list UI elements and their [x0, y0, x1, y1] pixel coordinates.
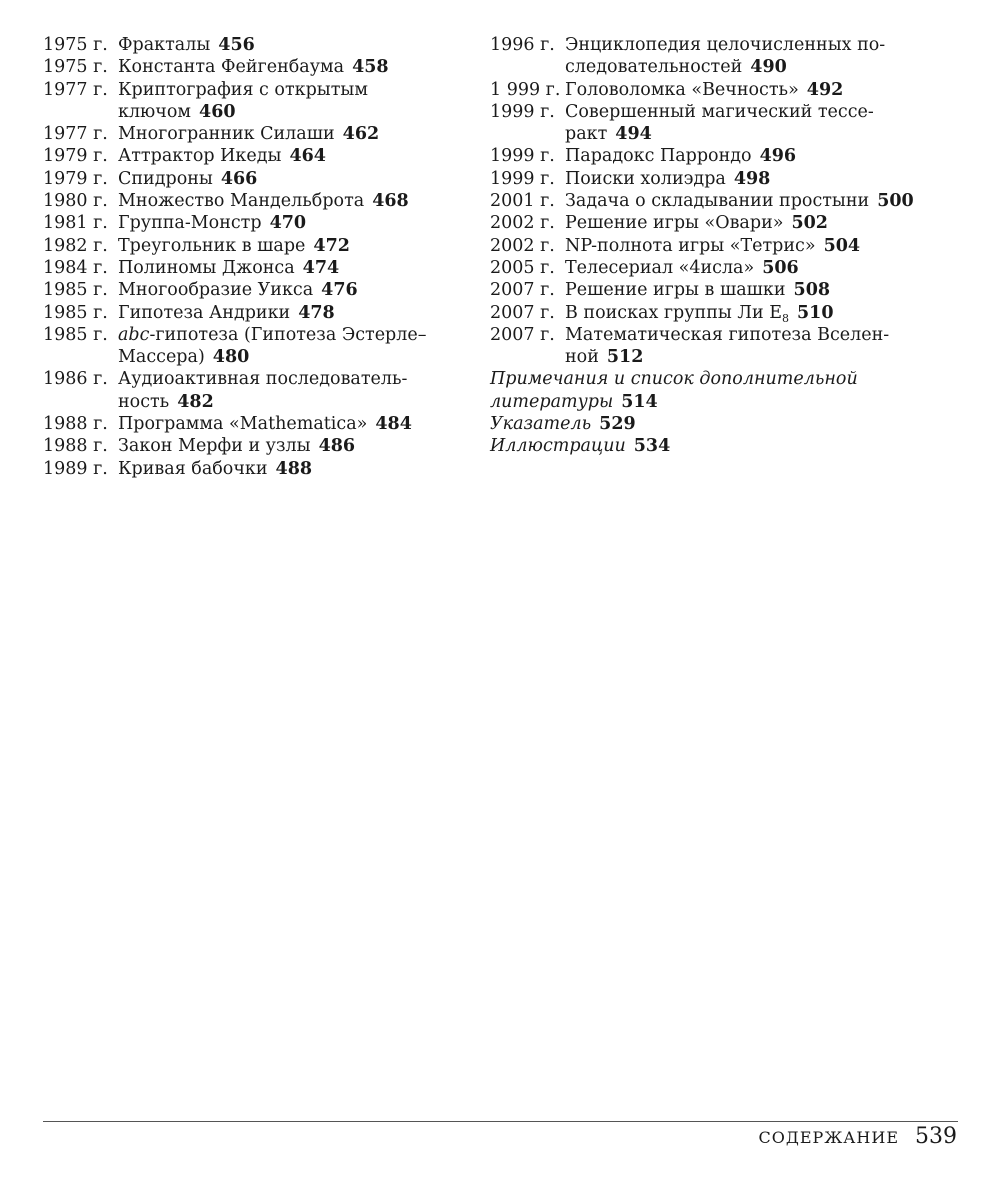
toc-entry [43, 324, 463, 369]
toc-entry [43, 302, 463, 324]
page-number: 539 [915, 1124, 957, 1149]
entry-page: 506 [762, 257, 799, 278]
entry-year: 1999 г. [490, 168, 555, 189]
entry-page: 486 [318, 436, 356, 457]
entry-title: Фракталы 456 [118, 35, 255, 55]
toc-entry [490, 235, 960, 257]
toc-entry [490, 212, 960, 234]
entry-year: 1982 г. [43, 235, 108, 256]
toc-entry [43, 435, 463, 457]
entry-title: Решение игры в шашки 508 [565, 280, 831, 301]
entry-title: Константа Фейгенбаума 458 [118, 57, 389, 78]
toc-right-column [490, 34, 960, 458]
entry-page: 462 [342, 124, 380, 145]
toc-entry [490, 324, 960, 369]
subscript: 8 [781, 311, 789, 325]
entry-year: 1985 г. [43, 324, 108, 345]
back-matter-notes [490, 368, 960, 413]
entry-page: 494 [615, 124, 652, 145]
entry-title: Совершенный магический тессе-ракт 494 [565, 101, 874, 145]
toc-entry [43, 212, 463, 234]
entry-year: 1985 г. [43, 280, 108, 301]
entry-year: 1975 г. [43, 57, 108, 78]
entry-year: 2001 г. [490, 191, 555, 212]
toc-entry [43, 235, 463, 257]
page-footer [759, 1124, 958, 1149]
toc-entry [43, 56, 463, 78]
entry-title: Поиски холиэдра 498 [565, 168, 771, 189]
entry-page: 472 [313, 235, 350, 256]
toc-entry [490, 279, 960, 301]
back-matter-title: Иллюстрации [490, 436, 626, 457]
entry-page: 508 [793, 280, 831, 301]
entry-year: 1984 г. [43, 257, 108, 278]
toc-entry [490, 257, 960, 279]
toc-entry [490, 190, 960, 212]
toc-entry [43, 79, 463, 124]
entry-title: Гипотеза Андрики 478 [118, 302, 335, 323]
running-head: СОДЕРЖАНИЕ [758, 1128, 899, 1147]
entry-title: Аудиоактивная последователь-ность 482 [118, 369, 408, 412]
entry-title: Многогранник Силаши 462 [118, 124, 380, 145]
entry-title: Аттрактор Икеды 464 [118, 146, 326, 167]
toc-entry [43, 123, 463, 145]
entry-title: Множество Мандельброта 468 [118, 191, 409, 212]
entry-year: 1999 г. [490, 101, 555, 122]
toc-entry [490, 145, 960, 167]
entry-year: 1981 г. [43, 213, 108, 234]
entry-title: Криптография с открытым ключом 460 [118, 79, 368, 122]
back-matter-title: Указатель [490, 414, 592, 435]
entry-page: 512 [606, 347, 644, 368]
entry-title: Телесериал «4исла» 506 [565, 257, 799, 278]
entry-page: 488 [275, 458, 313, 479]
toc-entry [43, 257, 463, 279]
entry-page: 466 [220, 168, 258, 189]
entry-title: NP-полнота игры «Тетрис» 504 [565, 235, 861, 256]
entry-page: 502 [791, 213, 828, 234]
toc-entry [43, 458, 463, 480]
entry-page: 480 [212, 347, 250, 368]
entry-year: 1999 г. [490, 146, 555, 167]
entry-year: 2005 г. [490, 257, 555, 278]
entry-page: 514 [621, 391, 658, 412]
entry-page: 498 [733, 168, 771, 189]
entry-page: 474 [302, 257, 340, 278]
entry-title: abc-гипотеза (Гипотеза Эстерле–Массера) 480 [118, 324, 427, 368]
entry-year: 2002 г. [490, 235, 555, 256]
entry-year: 1985 г. [43, 302, 108, 323]
entry-page: 458 [352, 57, 389, 78]
toc-entry [43, 368, 463, 413]
toc-entry [43, 279, 463, 301]
toc-entry [43, 168, 463, 190]
entry-year: 1996 г. [490, 35, 555, 55]
entry-year: 1988 г. [43, 436, 108, 457]
toc-entry [490, 34, 960, 79]
entry-year: 2002 г. [490, 213, 555, 234]
back-matter-title: Примечания и список дополнительной литературы [490, 369, 858, 412]
toc-entry [43, 145, 463, 167]
entry-title: Задача о складывании простыни 500 [565, 191, 914, 212]
entry-page: 476 [321, 280, 358, 301]
entry-year: 1 999 г. [490, 79, 561, 100]
entry-year: 1977 г. [43, 124, 108, 145]
entry-page: 460 [199, 101, 236, 122]
entry-title: Энциклопедия целочисленных по-следовательностей 490 [565, 35, 886, 78]
entry-title: Головоломка «Вечность» 492 [565, 79, 844, 100]
entry-title: Программа «Mathematica» 484 [118, 414, 412, 435]
toc-entry [490, 79, 960, 101]
entry-year: 1988 г. [43, 414, 108, 435]
entry-year: 2007 г. [490, 302, 555, 323]
entry-title: Парадокс Паррондо 496 [565, 146, 797, 167]
entry-page: 534 [633, 436, 671, 457]
entry-year: 1980 г. [43, 191, 108, 212]
entry-page: 496 [759, 146, 797, 167]
entry-page: 490 [750, 57, 787, 78]
entry-page: 529 [599, 414, 636, 435]
entry-title: Закон Мерфи и узлы 486 [118, 436, 356, 457]
entry-page: 500 [877, 191, 914, 212]
entry-year: 1975 г. [43, 35, 108, 55]
toc-entry [43, 413, 463, 435]
entry-page: 510 [796, 302, 834, 323]
back-matter-illustrations [490, 435, 960, 457]
toc-entry [43, 34, 463, 56]
entry-title: Математическая гипотеза Вселен-ной 512 [565, 324, 890, 368]
entry-page: 484 [375, 414, 412, 435]
entry-year: 1989 г. [43, 458, 108, 479]
footer-rule [43, 1121, 958, 1122]
entry-year: 1977 г. [43, 79, 108, 100]
entry-title: Многообразие Уикса 476 [118, 280, 358, 301]
entry-year: 1979 г. [43, 146, 108, 167]
entry-title: Группа-Монстр 470 [118, 213, 307, 234]
entry-page: 492 [806, 79, 844, 100]
entry-title: Полиномы Джонса 474 [118, 257, 340, 278]
entry-page: 468 [372, 191, 409, 212]
entry-title: Спидроны 466 [118, 168, 258, 189]
entry-year: 1986 г. [43, 369, 108, 390]
entry-title: Решение игры «Овари» 502 [565, 213, 828, 234]
entry-page: 478 [298, 302, 335, 323]
entry-year: 1979 г. [43, 168, 108, 189]
toc-entry [490, 101, 960, 146]
back-matter-index [490, 413, 960, 435]
entry-title: Треугольник в шаре 472 [118, 235, 350, 256]
entry-page: 504 [823, 235, 861, 256]
toc-entry [490, 302, 960, 324]
entry-title: В поисках группы Ли $E_8$ 510 [565, 302, 834, 325]
entry-page: 464 [289, 146, 326, 167]
entry-page: 482 [177, 391, 214, 412]
entry-year: 2007 г. [490, 280, 555, 301]
entry-page: 470 [269, 213, 307, 234]
entry-title: Кривая бабочки 488 [118, 458, 313, 479]
toc-entry [490, 168, 960, 190]
entry-year: 2007 г. [490, 324, 555, 345]
toc-entry [43, 190, 463, 212]
entry-page: 456 [218, 35, 255, 55]
toc-left-column [43, 34, 463, 480]
